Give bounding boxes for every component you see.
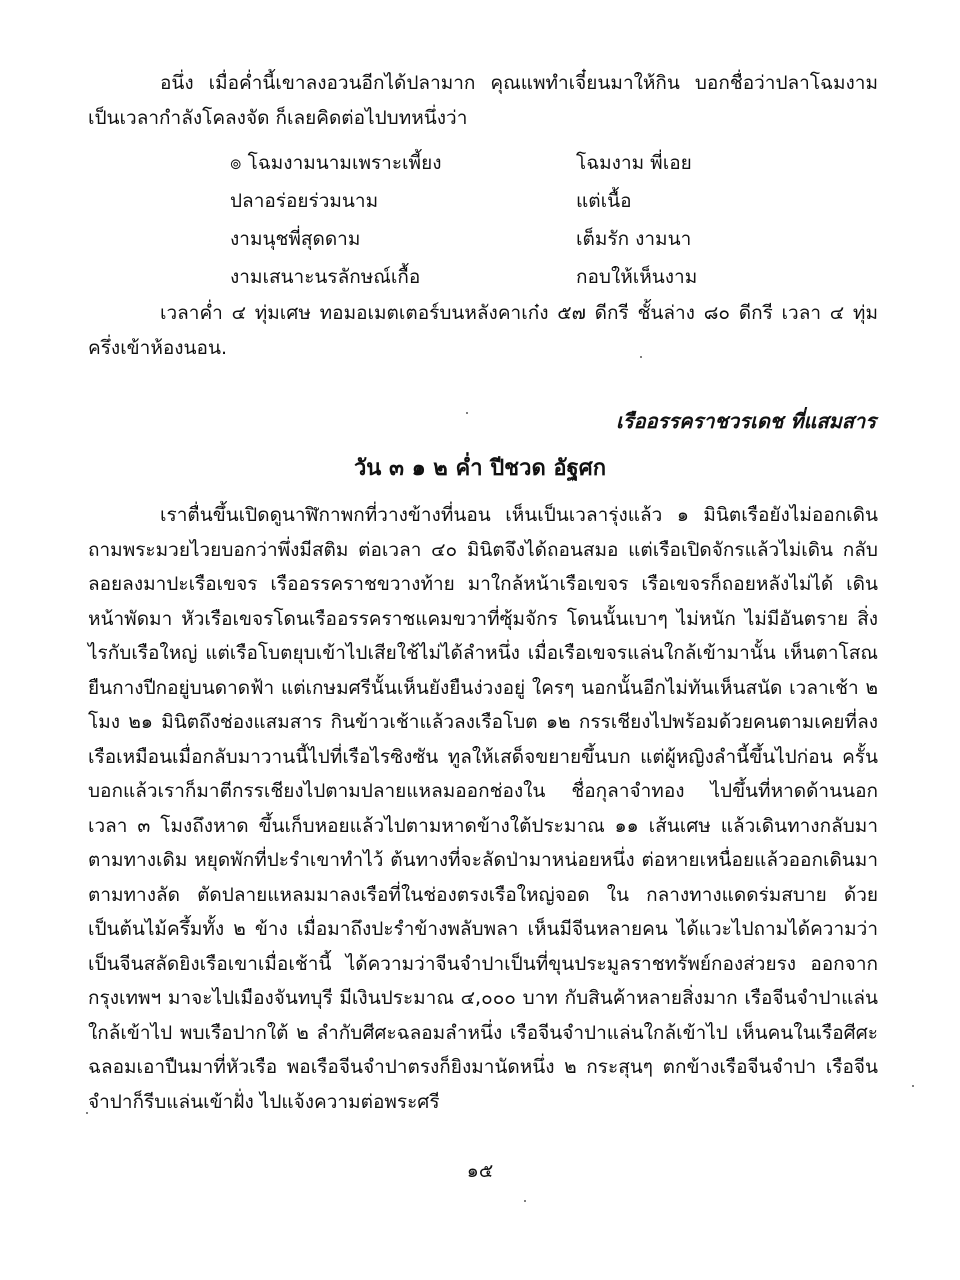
time-paragraph bbox=[88, 296, 878, 365]
main-paragraph-text: เราตื่นขึ้นเปิดดูนาฬิกาพกที่วางข้างที่นอน เห็นเป็นเวลารุ่งแล้ว ๑ มินิตเรือยังไม่ออกเดิน ถามพระมวยไวยบอกว่าพึ่งมีสติม ต่อเวลา ๔๐ มินิตจึงได้ถอนสมอ แต่เรือเปิดจักรแล้วไม่เดิน กลับลอยลงมาปะเรือเขจร เรืออรรคราชขวางท้าย มาใกล้หน้าเรือเขจร เรือเขจรก็ถอยหลังไม่ได้ เดินหน้าพัดมา หัวเรือเขจรโดนเรืออรรคราชแคมขวาที่ซุ้มจักร โดนนั้นเบาๆ ไม่หนัก ไม่มีอันตราย สิ่งไรกับเรือใหญ่ แต่เรือโบตยุบเข้าไปเสียใช้ไม่ได้ลำหนึ่ง เมื่อเรือเขจรแล่นใกล้เข้ามานั้น เห็นตาโสณยืนกางปีกอยู่บนดาดฟ้า แต่เกษมศรีนั้นเห็นยังยืนง่วงอยู่ ใครๆ นอกนั้นอีกไม่ทันเห็นสนัด เวลาเช้า ๒ โมง ๒๑ มินิตถึงช่องแสมสาร กินข้าวเช้าแล้วลงเรือโบต ๑๒ กรรเชียงไปพร้อมด้วยคนตามเคยที่ลงเรือเหมือนเมื่อกลับมาวานนี้ไปที่เรือไรซิงซัน ทูลให้เสด็จขยายขึ้นบก แต่ผู้หญิงลำนี้ขึ้นไปก่อน ครั้นบอกแล้วเราก็มาตีกรรเชียงไปตามปลายแหลมออกช่องใน ชื่อกุลาจำทอง ไปขึ้นที่หาดด้านนอก เวลา ๓ โมงถึงหาด ขึ้นเก็บหอยแล้วไปตามหาดข้างใต้ประมาณ ๑๑ เส้นเศษ แล้วเดินทางกลับมาตามทางเดิม หยุดพักที่ปะรำเขาทำไว้ ต้นทางที่จะลัดป่ามาหน่อยหนึ่ง ต่อหายเหนื่อยแล้วออกเดินมาตามทางลัด ตัดปลายแหลมมาลงเรือที่ในช่องตรงเรือใหญ่จอด ใน กลางทางแดดร่มสบาย ด้วยเป็นต้นไม้ครึ้มทั้ง ๒ ข้าง เมื่อมาถึงปะรำข้างพลับพลา เห็นมีจีนหลายคน ได้แวะไปถามได้ความว่า เป็นจีนสลัดยิงเรือเขาเมื่อเช้านี้ ได้ความว่าจีนจำปาเป็นที่ขุนประมูลราชทรัพย์กองส่วยรง ออกจากกรุงเทพฯ มาจะไปเมืองจันทบุรี มีเงินประมาณ ๔,๐๐๐ บาท กับสินค้าหลายสิ่งมาก เรือจีนจำปาแล่นใกล้เข้าไป พบเรือปากใต้ ๒ ลำกับศีศะฉลอมลำหนึ่ง เรือจีนจำปาแล่นใกล้เข้าไป เห็นคนในเรือศีศะฉลอมเอาปืนมาที่หัวเรือ พอเรือจีนจำปาตรงก็ยิงมานัดหนึ่ง ๒ กระสุนๆ ตกข้างเรือจีนจำปา เรือจีนจำปาก็รีบแล่นเข้าฝั่ง ไปแจ้งความต่อพระศรี bbox=[88, 504, 878, 1113]
poem-line bbox=[230, 258, 790, 296]
scan-speck bbox=[524, 1200, 526, 1202]
poem-line bbox=[230, 144, 790, 182]
poem-line-first-half: ปลาอร่อยร่วมนาม bbox=[230, 190, 379, 212]
location-heading: เรืออรรคราชวรเดช ที่แสมสาร bbox=[616, 409, 876, 433]
scan-speck bbox=[640, 356, 642, 358]
scan-speck bbox=[466, 412, 468, 414]
poem-line-first-half: งามนุชพี่สุดดาม bbox=[230, 228, 361, 250]
time-paragraph-text: เวลาค่ำ ๔ ทุ่มเศษ ทอมอเมตเตอร์บนหลังคาเก๋ง ๕๗ ดีกรี ชั้นล่าง ๘๐ ดีกรี เวลา ๔ ทุ่มครึ่งเข้าห้องนอน. bbox=[88, 302, 878, 359]
poem-line-second-half: เต็มรัก งามนา bbox=[576, 228, 692, 250]
intro-paragraph-text: อนึ่ง เมื่อค่ำนี้เขาลงอวนอีกได้ปลามาก คุณแพทำเจี๋ยนมาให้กิน บอกชื่อว่าปลาโฉมงาม เป็นเวลากำลังโคลงจัด ก็เลยคิดต่อไปบทหนึ่งว่า bbox=[88, 72, 878, 129]
poem-line-second-half: โฉมงาม พี่เอย bbox=[576, 152, 692, 174]
poem-block bbox=[230, 144, 790, 296]
page-number: ๑๕ bbox=[466, 1160, 494, 1182]
poem-line bbox=[230, 182, 790, 220]
scan-speck bbox=[86, 1112, 88, 1114]
intro-paragraph bbox=[88, 66, 878, 135]
poem-line-second-half: แต่เนื้อ bbox=[576, 190, 632, 212]
poem-line-first-half: ๏ โฉมงามนามเพราะเพี้ยง bbox=[230, 152, 442, 174]
poem-line bbox=[230, 220, 790, 258]
main-paragraph bbox=[88, 498, 878, 1119]
date-heading: วัน ๓ ๑ ๒ ค่ำ ปีชวด อัฐศก bbox=[353, 456, 607, 481]
poem-line-second-half: กอบให้เห็นงาม bbox=[576, 266, 698, 288]
scan-speck bbox=[912, 1085, 914, 1087]
poem-line-first-half: งามเสนาะนรลักษณ์เกื้อ bbox=[230, 266, 421, 288]
